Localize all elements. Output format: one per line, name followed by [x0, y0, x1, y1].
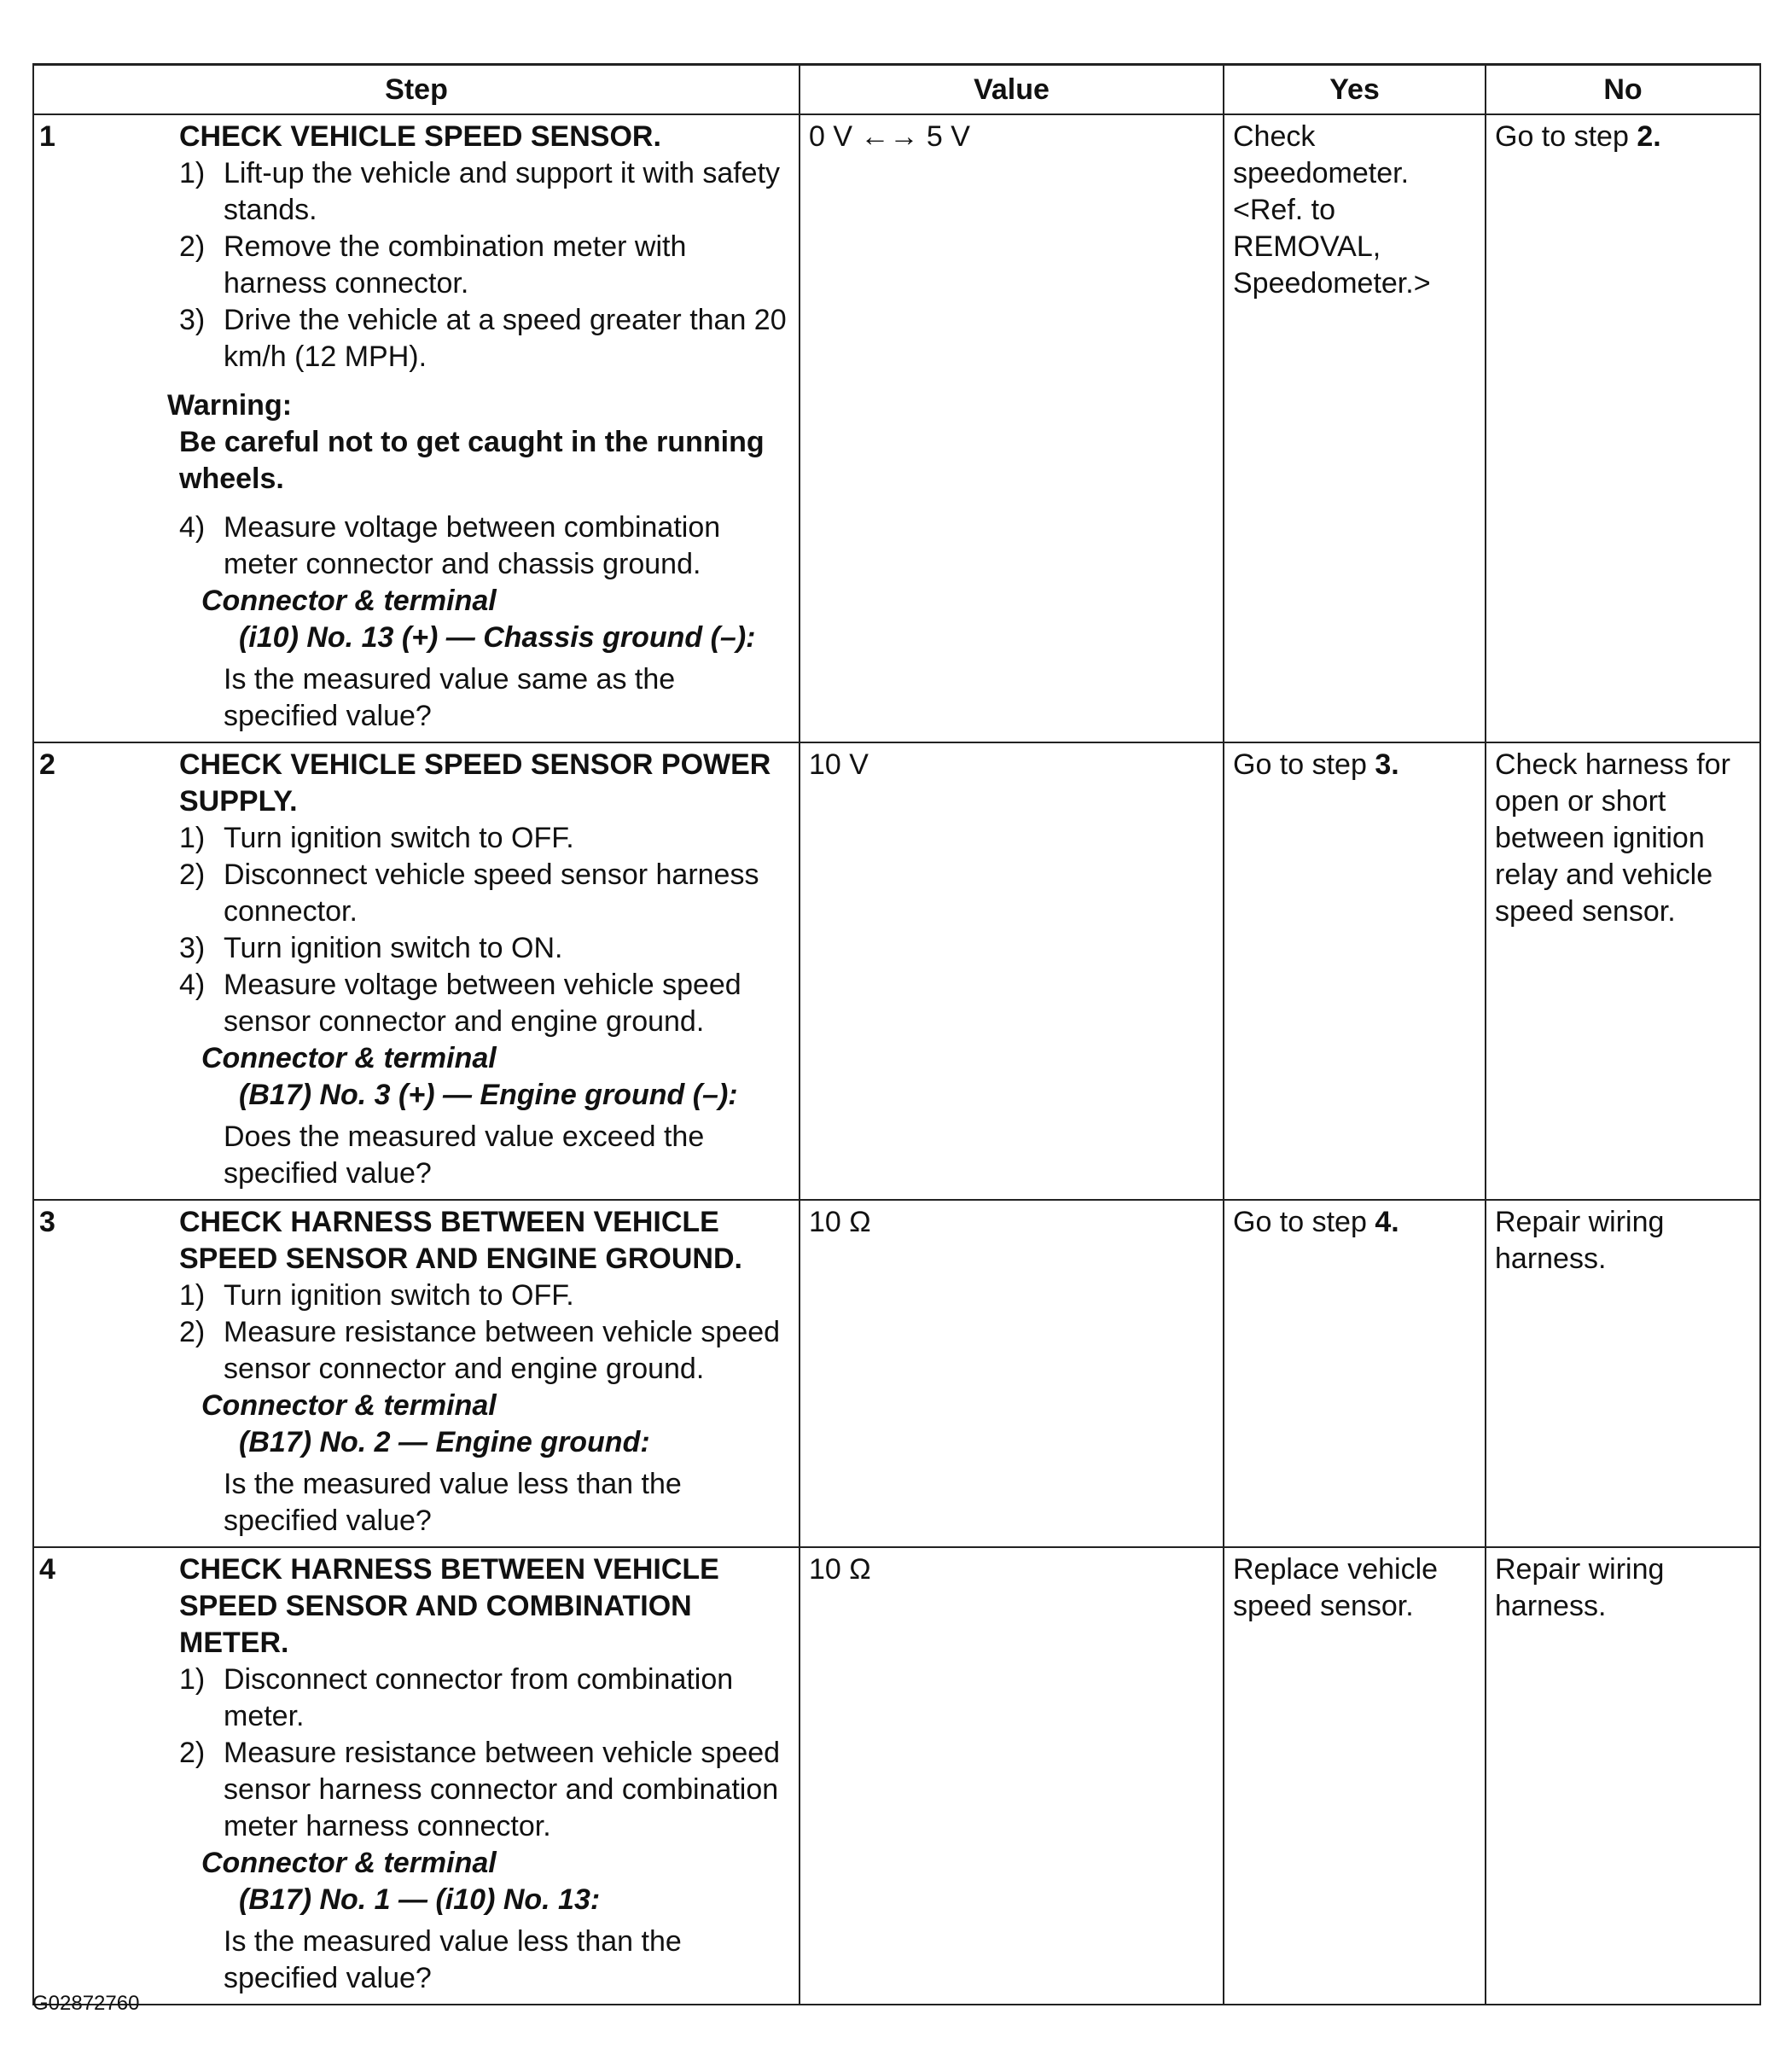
table-row [33, 742, 1760, 1200]
step-cell [33, 1200, 800, 1547]
substep: 3) Turn ignition switch to ON. [179, 932, 563, 964]
substep: 2) Remove the combination meter with harness connector. [179, 230, 687, 300]
header-step: Step [33, 65, 800, 115]
substep-list [179, 509, 790, 583]
step-number: 4 [39, 1553, 55, 1586]
connector-value: (B17) No. 1 — (i10) No. 13: [239, 1883, 601, 1916]
connector-label: Connector & terminal [201, 1042, 497, 1074]
no-cell: Check harness for open or short between ignition relay and vehicle speed sensor. [1486, 742, 1760, 1200]
table-row [33, 1547, 1760, 2005]
table-row [33, 114, 1760, 742]
substep-list [179, 1662, 790, 1845]
substep: 2) Measure resistance between vehicle speed sensor connector and engine ground. [179, 1316, 781, 1385]
substep: 1) Disconnect connector from combination meter. [179, 1663, 734, 1732]
step-number: 2 [39, 748, 55, 781]
value-cell: 10 Ω [800, 1200, 1224, 1547]
no-cell: Repair wiring harness. [1486, 1200, 1760, 1547]
yes-cell: Check speedometer. <Ref. to REMOVAL, Speedometer.> [1224, 114, 1486, 742]
connector-label: Connector & terminal [201, 1847, 497, 1879]
step-title: CHECK VEHICLE SPEED SENSOR POWER SUPPLY. [179, 748, 771, 818]
connector-value: (B17) No. 2 — Engine ground: [239, 1426, 650, 1458]
substep-list [179, 155, 790, 375]
step-cell [33, 1547, 800, 2005]
value-cell: 10 V [800, 742, 1224, 1200]
value-cell: 10 Ω [800, 1547, 1224, 2005]
substep: 4) Measure voltage between vehicle speed sensor connector and engine ground. [179, 969, 741, 1038]
step-title: CHECK VEHICLE SPEED SENSOR. [179, 120, 661, 153]
substep-list [179, 820, 790, 1040]
step-number: 3 [39, 1206, 55, 1238]
connector-label: Connector & terminal [201, 1389, 497, 1422]
header-yes: Yes [1224, 65, 1486, 115]
substep: 3) Drive the vehicle at a speed greater than 20 km/h (12 MPH). [179, 304, 787, 373]
substep: 2) Measure resistance between vehicle speed sensor harness connector and combination meter harness connector. [179, 1737, 781, 1842]
header-value: Value [800, 65, 1224, 115]
yes-step-link: 3. [1375, 748, 1399, 781]
substep: 1) Turn ignition switch to OFF. [179, 1279, 574, 1312]
warning-label: Warning: [167, 389, 293, 422]
yes-step-link: 4. [1375, 1206, 1399, 1238]
connector-value: (i10) No. 13 (+) — Chassis ground (–): [239, 621, 756, 654]
header-row [33, 65, 1760, 115]
step-question: Is the measured value less than the specified value? [224, 1468, 682, 1537]
substep: 1) Turn ignition switch to OFF. [179, 822, 574, 854]
step-question: Is the measured value same as the specified value? [224, 663, 676, 732]
yes-cell: Go to step 4. [1224, 1200, 1486, 1547]
connector-value: (B17) No. 3 (+) — Engine ground (–): [239, 1079, 738, 1111]
substep: 1) Lift-up the vehicle and support it with safety stands. [179, 157, 781, 226]
step-question: Is the measured value less than the specified value? [224, 1925, 682, 1994]
figure-id: G02872760 [32, 1992, 140, 2015]
diagnostic-table [32, 63, 1761, 2005]
step-cell [33, 114, 800, 742]
warning-text: Be careful not to get caught in the running wheels. [179, 426, 765, 495]
substep: 4) Measure voltage between combination meter connector and chassis ground. [179, 511, 721, 580]
no-step-link: 2. [1637, 120, 1661, 153]
header-no: No [1486, 65, 1760, 115]
table-row [33, 1200, 1760, 1547]
yes-cell: Go to step 3. [1224, 742, 1486, 1200]
connector-label: Connector & terminal [201, 585, 497, 617]
yes-cell: Replace vehicle speed sensor. [1224, 1547, 1486, 2005]
substep-list [179, 1278, 790, 1388]
step-question: Does the measured value exceed the specified value? [224, 1120, 705, 1190]
value-cell: 0 V ←→ 5 V [800, 114, 1224, 742]
no-cell: Repair wiring harness. [1486, 1547, 1760, 2005]
no-cell: Go to step 2. [1486, 114, 1760, 742]
substep: 2) Disconnect vehicle speed sensor harness connector. [179, 858, 759, 928]
step-cell [33, 742, 800, 1200]
step-title: CHECK HARNESS BETWEEN VEHICLE SPEED SENSOR AND ENGINE GROUND. [179, 1206, 742, 1275]
step-title: CHECK HARNESS BETWEEN VEHICLE SPEED SENSOR AND COMBINATION METER. [179, 1553, 719, 1659]
step-number: 1 [39, 120, 55, 153]
